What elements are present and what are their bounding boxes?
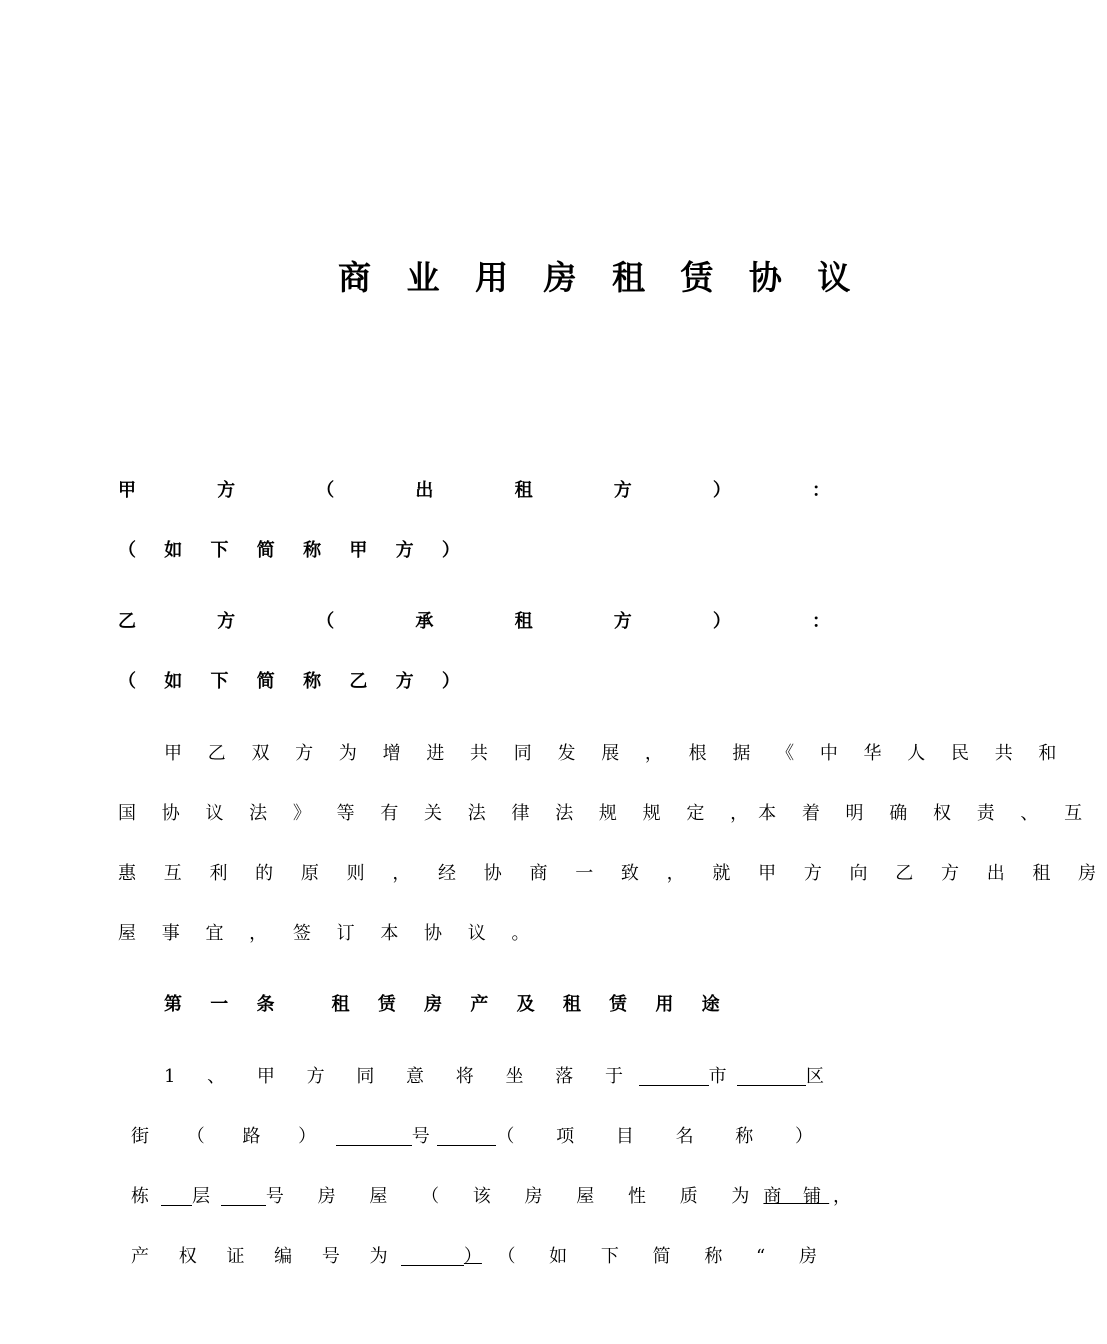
party-b-char: 乙: [118, 611, 136, 632]
party-a-char: 租: [514, 480, 533, 501]
city-blank[interactable]: [639, 1065, 708, 1086]
party-a-char: 出: [415, 480, 434, 501]
preamble-line: 屋 事 宜 ， 签 订 本 协 议 。: [118, 923, 540, 944]
clause-text: 产 权 证 编 号 为: [131, 1246, 400, 1267]
clause-line: [131, 1242, 831, 1268]
clause-text: 街 （ 路 ）: [131, 1126, 333, 1147]
clause-line: [131, 1182, 851, 1208]
party-a-char: （: [316, 480, 335, 501]
party-a-char: 方: [217, 480, 236, 501]
party-a-line: [118, 476, 830, 502]
party-b-char: 方: [613, 611, 632, 632]
clause-text: 层: [191, 1186, 210, 1207]
clause-text: 栋: [131, 1186, 149, 1207]
party-b-char: 承: [415, 611, 434, 632]
clause-text: 区: [806, 1066, 824, 1087]
property-nature: 商 铺: [763, 1186, 830, 1207]
party-b-line: [118, 607, 830, 633]
project-name-blank[interactable]: [437, 1125, 496, 1146]
clause-text: ）: [463, 1246, 482, 1267]
clause-text: （ 项 目 名 称 ）: [496, 1126, 832, 1147]
clause-text: 号: [411, 1126, 430, 1147]
preamble-line: 惠 互 利 的 原 则 ， 经 协 商 一 致 ， 就 甲 方 向 乙 方 出 租 房: [118, 863, 1107, 884]
clause-line: [131, 1122, 831, 1148]
clause-text: ，: [832, 1186, 851, 1207]
party-b-char: 租: [514, 611, 533, 632]
article-heading: [164, 990, 731, 1016]
party-a-char: ：: [811, 480, 830, 501]
clause-text: 号 房 屋 （ 该 房 屋 性 质 为: [265, 1186, 764, 1207]
party-a-char: 甲: [118, 480, 136, 501]
clause-text: 1 、 甲 方 同 意 将 坐 落 于: [164, 1066, 636, 1087]
party-b-char: ）: [712, 611, 731, 632]
certificate-number-blank[interactable]: [401, 1245, 464, 1266]
building-blank[interactable]: [161, 1185, 192, 1206]
party-a-char: ）: [712, 480, 731, 501]
party-b-char: 方: [217, 611, 236, 632]
party-a-char: 方: [613, 480, 632, 501]
preamble-line: 甲 乙 双 方 为 增 进 共 同 发 展 ， 根 据 《 中 华 人 民 共 和: [164, 743, 1067, 764]
party-a-alias: （ 如 下 简 称 甲 方 ）: [118, 540, 471, 561]
article-title: 租 赁 房 产 及 租 赁 用 途: [331, 994, 731, 1015]
party-b-char: （: [316, 611, 335, 632]
street-number-blank[interactable]: [336, 1125, 412, 1146]
party-b-alias: （ 如 下 简 称 乙 方 ）: [118, 671, 471, 692]
party-b-char: ：: [811, 611, 830, 632]
clause-text: 市: [708, 1066, 727, 1087]
clause-text: （ 如 下 简 称 “ 房: [497, 1246, 831, 1267]
document-title: 商 业 用 房 租 赁 协 议: [338, 258, 863, 297]
article-number: 第 一 条: [164, 994, 286, 1015]
preamble-line: 国 协 议 法 》 等 有 关 法 律 法 规 规 定 ，本 着 明 确 权 责 、 互: [118, 803, 1093, 824]
district-blank[interactable]: [737, 1065, 806, 1086]
clause-line: [164, 1062, 824, 1088]
room-blank[interactable]: [221, 1185, 265, 1206]
